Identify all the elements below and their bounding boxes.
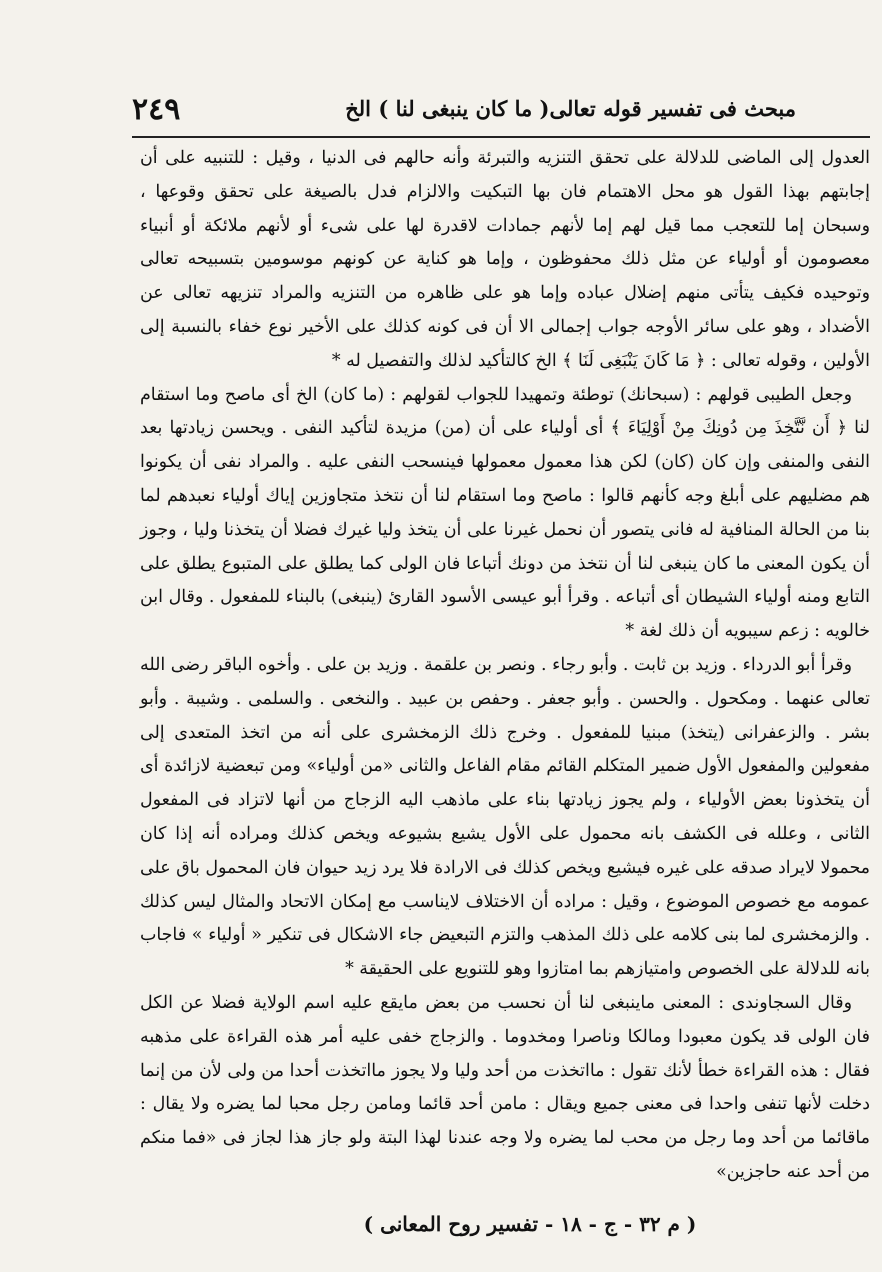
page-header — [132, 88, 866, 132]
paragraph-2: وجعل الطيبى قولهم : (سبحانك) توطئة وتمهيدا للجواب لقولهم : (ما كان) الخ أى ماصح وما استقام لنا ﴿ أَن نَّتَّخِذَ مِن دُونِكَ مِنْ أَوْلِيَاءَ ﴾ أى أولياء على أن (من) مزيدة لتأكيد النفى . ويحسن زيادتها بعد النفى والمنفى وإن كان (كان) لكن هذا معمول معمولها فينسحب النفى عليه . والمراد نفى أن يكونوا هم مضليهم على أبلغ وجه كأنهم قالوا : ماصح وما استقام لنا أن نتخذ متجاوزين إياك أولياء نعبدهم لما بنا من الحالة المنافية له فانى يتصور أن نحمل غيرنا على أن يتخذ وليا غيرك فضلا أن يتخذنا وليا ، وجوز أن يكون المعنى ما كان ينبغى لنا أن نتخذ من دونك أتباعا فان الولى كما يطلق على المتبوع يطلق على التابع ومنه أولياء الشيطان أى أتباعه . وقرأ أبو عيسى الأسود القارئ (ينبغى) بالبناء للمفعول . وقال ابن خالويه : زعم سيبويه أن ذلك لغة * — [140, 384, 870, 642]
page-number: ٢٤٩ — [132, 92, 181, 127]
paragraph-3: وقرأ أبو الدرداء . وزيد بن ثابت . وأبو رجاء . ونصر بن علقمة . وزيد بن على . وأخوه الباقر رضى الله تعالى عنهما . ومكحول . والحسن . وأبو جعفر . وحفص بن عبيد . والنخعى . والسلمى . وشيبة . وأبو بشر . والزعفرانى (يتخذ) مبنيا للمفعول . وخرج ذلك الزمخشرى على أنه من اتخذ المتعدى إلى مفعولين والمفعول الأول ضمير المتكلم القائم مقام الفاعل والثانى «من أولياء» ومن تبعضية لازائدة أى أن يتخذونا بعض الأولياء ، ولم يجوز زيادتها بناء على ماذهب اليه الزجاج من أنها لاتزاد فى المفعول الثانى ، وعلله فى الكشف بانه محمول على الأول يشيع بشيوعه ويخص كذلك ومراده أنه إذا كان محمولا لايراد صدقه على غيره فيشيع ويخص كذلك فى الارادة فلا يرد زيد حيوان فان المحمول باق على عمومه مع خصوص الموضوع ، وقيل : مراده أن الاختلاف لايناسب مع إمكان الاتحاد والمثال ليس كذلك . والزمخشرى لما بنى كلامه على ذلك المذهب والتزم التبعيض جاء الاشكال فى تنكير « أولياء » فاجاب بانه للدلالة على الخصوص وامتيازهم بما امتازوا وهو للتنويع على الحقيقة * — [140, 654, 870, 980]
paragraph-4: وقال السجاوندى : المعنى ماينبغى لنا أن نحسب من بعض مايقع عليه اسم الولاية فضلا عن الكل فان الولى قد يكون معبودا ومالكا وناصرا ومخدوما . والزجاج خفى عليه أمر هذه القراءة على مذهبه فقال : هذه القراءة خطأ لأنك تقول : مااتخذت من أحد وليا ولا يجوز مااتخذت أحدا من ولى لأن من إنما دخلت لأنها تنفى واحدا فى معنى جميع ويقال : مامن أحد قائما ومامن رجل محبا لما يضره ولا يقال : ماقائما من أحد وما رجل من محب لما يضره ولا وجه عندنا لهذا البتة ولو جاز هذا لجاز فى «فما منكم من أحد عنه حاجزين» — [140, 992, 870, 1182]
running-title: مبحث فى تفسير قوله تعالى( ما كان ينبغى لنا ) الخ — [345, 96, 796, 121]
page-footer: ( م ٣٢ - ج - ١٨ - تفسير روح المعانى ) — [363, 1212, 697, 1236]
paragraph-1: العدول إلى الماضى للدلالة على تحقق التنزيه والتبرئة وأنه حالهم فى الدنيا ، وقيل : للتنبيه على أن إجابتهم بهذا القول هو محل الاهتمام فان بها التبكيت والالزام فدل بالصيغة على تحقق وقوعها ، وسبحان إما للتعجب مما قيل لهم إما لأنهم جمادات لاقدرة لها على شىء أو لأنهم ملائكة أو أنبياء معصومون أو أولياء عن مثل ذلك محفوظون ، وإما هو كناية عن كونهم موسومين بتسبيحه تعالى وتوحيده فكيف يتأتى منهم إضلال عباده وإما هو على ظاهره من التنزيه والمراد تنزيهه تعالى عن الأضداد ، وهو على سائر الأوجه جواب إجمالى الا أن فى كونه كذلك على الأخير نوع خفاء بالنسبة إلى الأولين ، وقوله تعالى : ﴿ مَا كَانَ يَنْبَغِى لَنَا ﴾ الخ كالتأكيد لذلك والتفصيل له * — [140, 148, 870, 371]
body-text — [140, 142, 870, 1212]
header-rule — [132, 136, 870, 138]
